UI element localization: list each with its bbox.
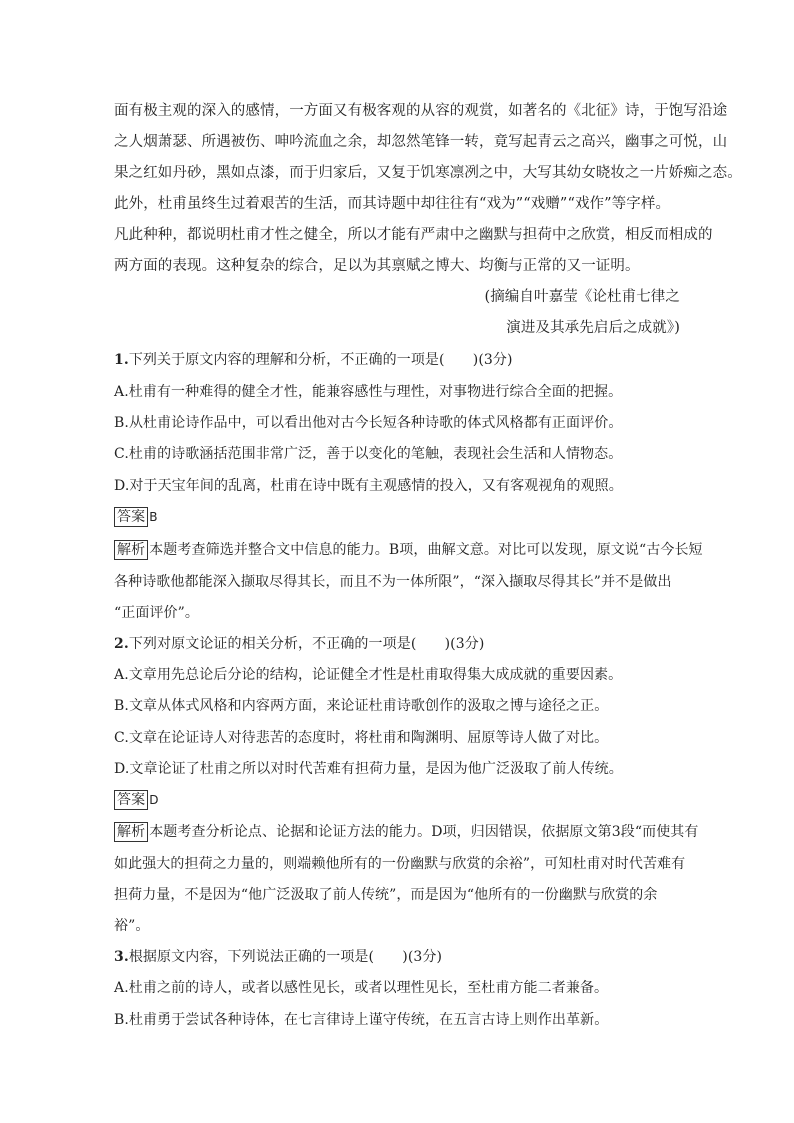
analysis-text: 本题考查筛选并整合文中信息的能力。B项，曲解文意。对比可以发现，原文说“古今长短 [149, 542, 703, 558]
passage-line: 此外，杜甫虽终生过着艰苦的生活，而其诗题中却往往有“戏为”“戏赠”“戏作”等字样。 [114, 196, 671, 212]
passage-line: 之人烟萧瑟、所遇被伤、呻吟流血之余，却忽然笔锋一转，竟写起青云之高兴，幽事之可悦，山 [114, 134, 728, 150]
option-b: B.从杜甫论诗作品中，可以看出他对古今长短各种诗歌的体式风格都有正面评价。 [114, 415, 623, 431]
analysis-line: 各种诗歌他都能深入撷取尽得其长，而且不为一体所限”，“深入撷取尽得其长”并不是做出 [114, 574, 672, 590]
answer-label: 答案 [114, 790, 148, 810]
question-3-stem [114, 947, 442, 967]
question-text: 根据原文内容，下列说法正确的一项是( )(3分) [128, 949, 443, 965]
question-1-stem [114, 350, 513, 370]
source-citation: 演进及其承先启后之成就》) [506, 320, 680, 336]
answer-value: B [149, 510, 158, 524]
option-a: A.文章用先总论后分论的结构，论证健全才性是杜甫取得集大成成就的重要因素。 [114, 667, 623, 683]
analysis-label: 解析 [114, 822, 148, 842]
analysis-line: 如此强大的担荷之力量的，则端赖他所有的一份幽默与欣赏的余裕”，可知杜甫对时代苦难有 [114, 856, 686, 872]
passage-line: 果之红如丹砂，黑如点漆，而于归家后，又复于饥寒凛冽之中，大写其幼女晓妆之一片娇痴之态。 [114, 165, 742, 181]
option-d: D.对于天宝年间的乱离，杜甫在诗中既有主观感情的投入，又有客观视角的观照。 [114, 478, 623, 494]
passage-line: 面有极主观的深入的感情，一方面又有极客观的从容的观赏，如著名的《北征》诗，于饱写沿途 [114, 103, 728, 119]
analysis-line: 担荷力量，不是因为“他广泛汲取了前人传统”，而是因为“他所有的一份幽默与欣赏的余 [114, 887, 658, 903]
option-a: A.杜甫有一种难得的健全才性，能兼容感性与理性，对事物进行综合全面的把握。 [114, 384, 623, 400]
option-c: C.文章在论证诗人对待悲苦的态度时，将杜甫和陶渊明、屈原等诗人做了对比。 [114, 730, 609, 746]
question-number: 2. [114, 636, 129, 652]
passage-line: 凡此种种，都说明杜甫才性之健全，所以才能有严肃中之幽默与担荷中之欣赏，相反而相成的 [114, 227, 713, 243]
analysis-label: 解析 [114, 540, 148, 560]
question-text: 下列关于原文内容的理解和分析，不正确的一项是( )(3分) [128, 352, 513, 368]
answer-value: D [149, 793, 159, 807]
answer-line [114, 507, 158, 527]
option-a: A.杜甫之前的诗人，或者以感性见长，或者以理性见长，至杜甫方能二者兼备。 [114, 980, 609, 996]
answer-label: 答案 [114, 507, 148, 527]
analysis-line [114, 540, 703, 560]
analysis-line: “正面评价”。 [114, 605, 200, 621]
analysis-line: 裕”。 [114, 918, 150, 934]
option-c: C.杜甫的诗歌涵括范围非常广泛，善于以变化的笔触，表现社会生活和人情物态。 [114, 446, 623, 462]
option-b: B.杜甫勇于尝试各种诗体，在七言律诗上谨守传统，在五言古诗上则作出革新。 [114, 1012, 609, 1028]
question-number: 3. [114, 949, 129, 965]
question-2-stem [114, 634, 484, 654]
question-text: 下列对原文论证的相关分析，不正确的一项是( )(3分) [128, 636, 485, 652]
source-citation: (摘编自叶嘉莹《论杜甫七律之 [484, 289, 680, 305]
option-d: D.文章论证了杜甫之所以对时代苦难有担荷力量，是因为他广泛汲取了前人传统。 [114, 761, 623, 777]
option-b: B.文章从体式风格和内容两方面，来论证杜甫诗歌创作的汲取之博与途径之正。 [114, 698, 609, 714]
passage-line: 两方面的表现。这种复杂的综合，足以为其禀赋之博大、均衡与正常的又一证明。 [114, 258, 640, 274]
analysis-line [114, 822, 699, 842]
answer-line [114, 790, 159, 810]
analysis-text: 本题考查分析论点、论据和论证方法的能力。D项，归因错误，依据原文第3段“而使其有 [149, 824, 699, 840]
question-number: 1. [114, 352, 129, 368]
